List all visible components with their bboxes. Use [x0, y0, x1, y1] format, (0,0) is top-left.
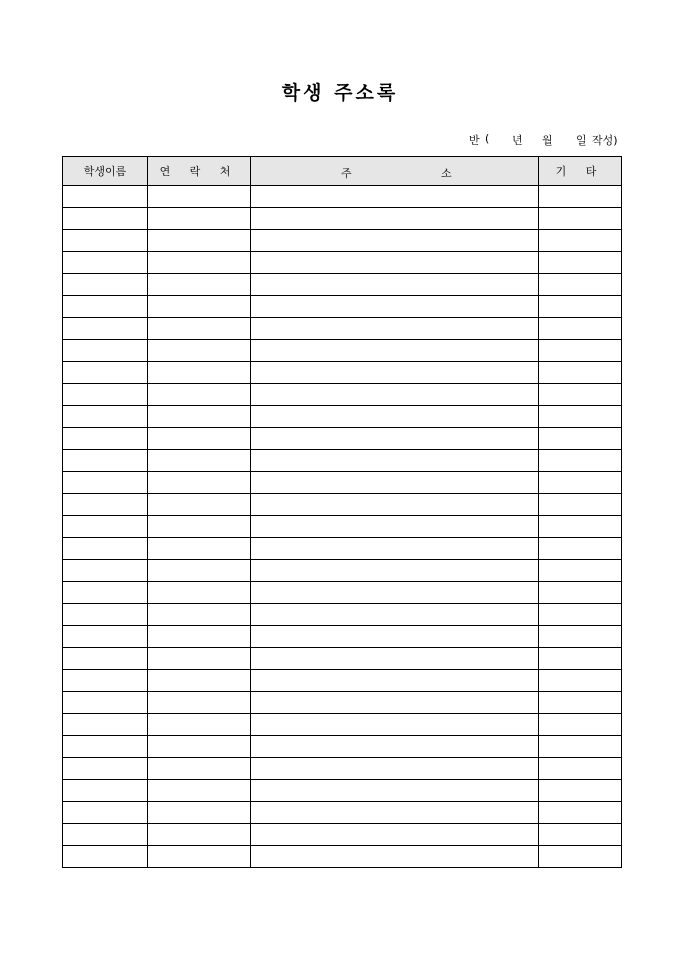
page-title: 학생 주소록: [281, 82, 399, 104]
cell-student-name[interactable]: [63, 560, 148, 582]
cell-etc[interactable]: [539, 538, 622, 560]
header-etc-label: 기 타: [555, 165, 605, 178]
table-row: [63, 758, 622, 780]
cell-address[interactable]: [251, 802, 539, 824]
table-row: [63, 384, 622, 406]
cell-etc[interactable]: [539, 692, 622, 714]
table-row: [63, 186, 622, 208]
cell-address[interactable]: [251, 824, 539, 846]
cell-address[interactable]: [251, 274, 539, 296]
cell-student-name[interactable]: [63, 670, 148, 692]
written-date-line: [300, 132, 620, 150]
table-row: [63, 230, 622, 252]
header-etc: [539, 157, 622, 186]
cell-contact[interactable]: [148, 494, 251, 516]
written-suffix: 작성): [592, 134, 618, 147]
cell-contact[interactable]: [148, 604, 251, 626]
address-table: [62, 156, 622, 868]
cell-contact[interactable]: [148, 626, 251, 648]
cell-contact[interactable]: [148, 340, 251, 362]
table-row: [63, 626, 622, 648]
cell-address[interactable]: [251, 230, 539, 252]
table-row: [63, 252, 622, 274]
cell-etc[interactable]: [539, 846, 622, 868]
table-row: [63, 560, 622, 582]
cell-student-name[interactable]: [63, 604, 148, 626]
month-label: 월: [542, 134, 553, 147]
cell-contact[interactable]: [148, 384, 251, 406]
year-label: 년: [512, 134, 523, 147]
table-row: [63, 582, 622, 604]
cell-etc[interactable]: [539, 230, 622, 252]
cell-student-name[interactable]: [63, 648, 148, 670]
cell-contact[interactable]: [148, 758, 251, 780]
cell-student-name[interactable]: [63, 384, 148, 406]
cell-contact[interactable]: [148, 802, 251, 824]
cell-student-name[interactable]: [63, 780, 148, 802]
cell-contact[interactable]: [148, 846, 251, 868]
cell-address[interactable]: [251, 648, 539, 670]
cell-student-name[interactable]: [63, 472, 148, 494]
cell-student-name[interactable]: [63, 692, 148, 714]
table-body: [63, 186, 622, 868]
cell-address[interactable]: [251, 406, 539, 428]
cell-student-name[interactable]: [63, 252, 148, 274]
cell-address[interactable]: [251, 736, 539, 758]
cell-address[interactable]: [251, 758, 539, 780]
cell-etc[interactable]: [539, 736, 622, 758]
cell-contact[interactable]: [148, 472, 251, 494]
cell-student-name[interactable]: [63, 824, 148, 846]
cell-etc[interactable]: [539, 560, 622, 582]
cell-address[interactable]: [251, 626, 539, 648]
cell-address[interactable]: [251, 560, 539, 582]
header-address: [251, 157, 539, 186]
cell-etc[interactable]: [539, 252, 622, 274]
table-row: [63, 714, 622, 736]
cell-address[interactable]: [251, 384, 539, 406]
cell-student-name[interactable]: [63, 758, 148, 780]
cell-contact[interactable]: [148, 560, 251, 582]
cell-student-name[interactable]: [63, 230, 148, 252]
cell-student-name[interactable]: [63, 846, 148, 868]
cell-address[interactable]: [251, 692, 539, 714]
cell-address[interactable]: [251, 516, 539, 538]
cell-student-name[interactable]: [63, 274, 148, 296]
cell-contact[interactable]: [148, 450, 251, 472]
table-row: [63, 274, 622, 296]
cell-student-name[interactable]: [63, 714, 148, 736]
cell-address[interactable]: [251, 296, 539, 318]
cell-etc[interactable]: [539, 208, 622, 230]
cell-student-name[interactable]: [63, 450, 148, 472]
cell-student-name[interactable]: [63, 362, 148, 384]
cell-contact[interactable]: [148, 274, 251, 296]
table-row: [63, 604, 622, 626]
cell-address[interactable]: [251, 714, 539, 736]
header-address-part1: 주: [341, 167, 352, 180]
table-row: [63, 450, 622, 472]
cell-etc[interactable]: [539, 824, 622, 846]
cell-student-name[interactable]: [63, 626, 148, 648]
table-row: [63, 494, 622, 516]
table-row: [63, 406, 622, 428]
cell-address[interactable]: [251, 186, 539, 208]
cell-etc[interactable]: [539, 406, 622, 428]
table-row: [63, 472, 622, 494]
cell-etc[interactable]: [539, 362, 622, 384]
cell-student-name[interactable]: [63, 802, 148, 824]
cell-student-name[interactable]: [63, 208, 148, 230]
cell-student-name[interactable]: [63, 494, 148, 516]
cell-etc[interactable]: [539, 582, 622, 604]
cell-student-name[interactable]: [63, 736, 148, 758]
cell-etc[interactable]: [539, 472, 622, 494]
cell-etc[interactable]: [539, 714, 622, 736]
cell-etc[interactable]: [539, 626, 622, 648]
cell-contact[interactable]: [148, 780, 251, 802]
cell-address[interactable]: [251, 362, 539, 384]
header-contact: [148, 157, 251, 186]
cell-address[interactable]: [251, 846, 539, 868]
table-row: [63, 802, 622, 824]
cell-contact[interactable]: [148, 318, 251, 340]
cell-contact[interactable]: [148, 648, 251, 670]
cell-etc[interactable]: [539, 758, 622, 780]
cell-contact[interactable]: [148, 824, 251, 846]
cell-contact[interactable]: [148, 516, 251, 538]
table-row: [63, 516, 622, 538]
header-student-name: 학생이름: [63, 157, 148, 186]
table-row: [63, 824, 622, 846]
cell-contact[interactable]: [148, 670, 251, 692]
cell-etc[interactable]: [539, 648, 622, 670]
table-row: [63, 538, 622, 560]
cell-etc[interactable]: [539, 340, 622, 362]
open-paren: (: [485, 132, 490, 145]
cell-etc[interactable]: [539, 670, 622, 692]
table-row: [63, 318, 622, 340]
cell-contact[interactable]: [148, 538, 251, 560]
table-row: [63, 362, 622, 384]
table-row: [63, 846, 622, 868]
cell-student-name[interactable]: [63, 538, 148, 560]
table-row: [63, 692, 622, 714]
table-row: [63, 780, 622, 802]
cell-student-name[interactable]: [63, 186, 148, 208]
cell-address[interactable]: [251, 780, 539, 802]
cell-contact[interactable]: [148, 296, 251, 318]
cell-address[interactable]: [251, 582, 539, 604]
table-row: [63, 340, 622, 362]
cell-address[interactable]: [251, 252, 539, 274]
cell-contact[interactable]: [148, 186, 251, 208]
header-contact-label: 연 락 처: [159, 165, 239, 178]
cell-contact[interactable]: [148, 692, 251, 714]
class-label: 반: [469, 134, 480, 147]
cell-etc[interactable]: [539, 780, 622, 802]
cell-address[interactable]: [251, 340, 539, 362]
cell-address[interactable]: [251, 472, 539, 494]
day-label: 일: [576, 134, 587, 147]
cell-etc[interactable]: [539, 494, 622, 516]
cell-etc[interactable]: [539, 274, 622, 296]
cell-etc[interactable]: [539, 318, 622, 340]
cell-address[interactable]: [251, 428, 539, 450]
cell-contact[interactable]: [148, 406, 251, 428]
cell-contact[interactable]: [148, 428, 251, 450]
header-row: [63, 157, 622, 186]
cell-address[interactable]: [251, 538, 539, 560]
cell-contact[interactable]: [148, 230, 251, 252]
cell-contact[interactable]: [148, 252, 251, 274]
cell-contact[interactable]: [148, 208, 251, 230]
cell-etc[interactable]: [539, 802, 622, 824]
table-row: [63, 736, 622, 758]
cell-address[interactable]: [251, 450, 539, 472]
cell-student-name[interactable]: [63, 428, 148, 450]
cell-etc[interactable]: [539, 450, 622, 472]
header-address-part2: 소: [441, 167, 452, 180]
cell-address[interactable]: [251, 670, 539, 692]
cell-etc[interactable]: [539, 384, 622, 406]
cell-address[interactable]: [251, 208, 539, 230]
cell-etc[interactable]: [539, 428, 622, 450]
cell-etc[interactable]: [539, 186, 622, 208]
cell-student-name[interactable]: [63, 516, 148, 538]
cell-student-name[interactable]: [63, 406, 148, 428]
cell-contact[interactable]: [148, 736, 251, 758]
table-row: [63, 428, 622, 450]
cell-address[interactable]: [251, 494, 539, 516]
cell-student-name[interactable]: [63, 296, 148, 318]
cell-address[interactable]: [251, 318, 539, 340]
cell-etc[interactable]: [539, 296, 622, 318]
table-row: [63, 670, 622, 692]
cell-student-name[interactable]: [63, 340, 148, 362]
cell-contact[interactable]: [148, 582, 251, 604]
cell-etc[interactable]: [539, 516, 622, 538]
table-row: [63, 208, 622, 230]
table-row: [63, 648, 622, 670]
cell-contact[interactable]: [148, 362, 251, 384]
cell-student-name[interactable]: [63, 318, 148, 340]
cell-student-name[interactable]: [63, 582, 148, 604]
cell-address[interactable]: [251, 604, 539, 626]
cell-etc[interactable]: [539, 604, 622, 626]
table-row: [63, 296, 622, 318]
cell-contact[interactable]: [148, 714, 251, 736]
